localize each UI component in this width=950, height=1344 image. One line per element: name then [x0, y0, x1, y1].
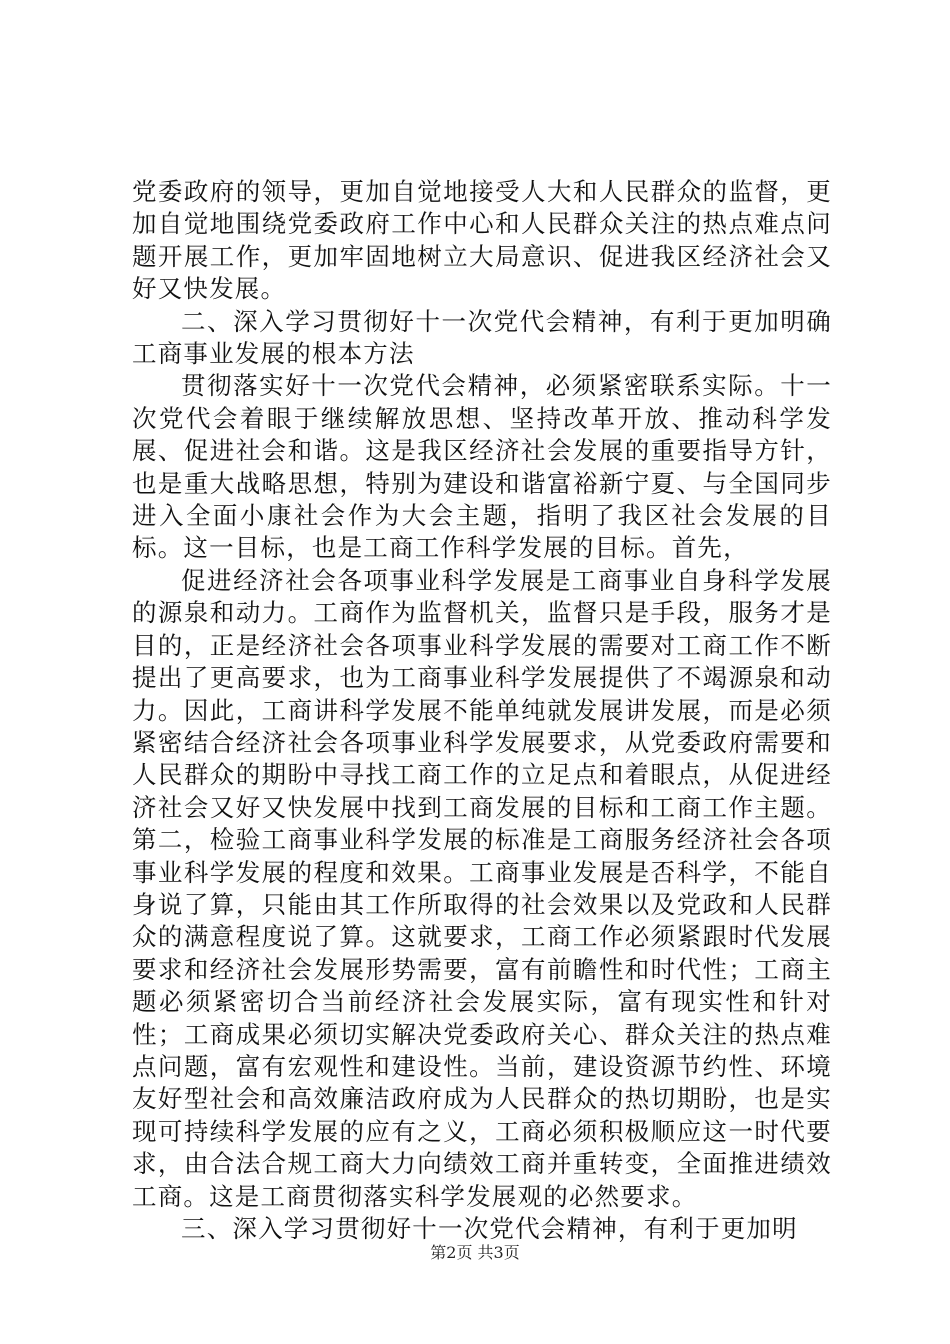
document-body	[132, 176, 832, 1245]
paragraph-3: 贯彻落实好十一次党代会精神，必须紧密联系实际。十一次党代会着眼于继续解放思想、坚持改革开放、推动科学发展、促进社会和谐。这是我区经济社会发展的重要指导方针，也是重大战略思想，特别为建设和谐富裕新宁夏、与全国同步进入全面小康社会作为大会主题，指明了我区社会发展的目标。这一目标，也是工商工作科学发展的目标。首先，	[132, 371, 832, 563]
paragraph-4: 促进经济社会各项事业科学发展是工商事业自身科学发展的源泉和动力。工商作为监督机关，监督只是手段，服务才是目的，正是经济社会各项事业科学发展的需要对工商工作不断提出了更高要求，也为工商事业科学发展提供了不竭源泉和动力。因此，工商讲科学发展不能单纯就发展讲发展，而是必须紧密结合经济社会各项事业科学发展要求，从党委政府需要和人民群众的期盼中寻找工商工作的立足点和着眼点，从促进经济社会又好又快发展中找到工商发展的目标和工商工作主题。第二，检验工商事业科学发展的标准是工商服务经济社会各项事业科学发展的程度和效果。工商事业发展是否科学，不能自身说了算，只能由其工作所取得的社会效果以及党政和人民群众的满意程度说了算。这就要求，工商工作必须紧跟时代发展要求和经济社会发展形势需要，富有前瞻性和时代性；工商主题必须紧密切合当前经济社会发展实际，富有现实性和针对性；工商成果必须切实解决党委政府关心、群众关注的热点难点问题，富有宏观性和建设性。当前，建设资源节约性、环境友好型社会和高效廉洁政府成为人民群众的热切期盼，也是实现可持续科学发展的应有之义，工商必须积极顺应这一时代要求，由合法合规工商大力向绩效工商并重转变，全面推进绩效工商。这是工商贯彻落实科学发展观的必然要求。	[132, 565, 832, 1211]
paragraph-1: 党委政府的领导，更加自觉地接受人大和人民群众的监督，更加自觉地围绕党委政府工作中心和人民群众关注的热点难点问题开展工作，更加牢固地树立大局意识、促进我区经济社会又好又快发展。	[132, 177, 832, 304]
page-footer: 第2页 共3页	[430, 1243, 520, 1262]
section-heading-2: 二、深入学习贯彻好十一次党代会精神，有利于更加明确工商事业发展的根本方法	[132, 306, 832, 369]
section-heading-3: 三、深入学习贯彻好十一次党代会精神，有利于更加明	[181, 1214, 798, 1243]
